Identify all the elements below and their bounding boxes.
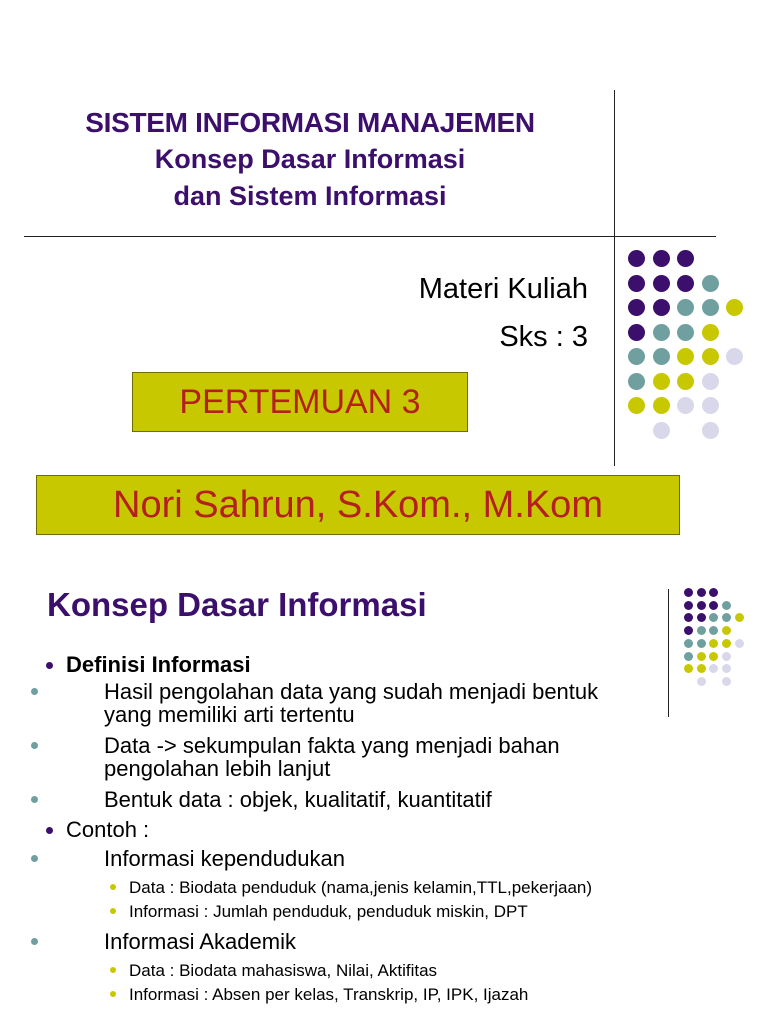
decorative-dot	[628, 373, 645, 390]
decorative-dot	[709, 588, 718, 597]
decorative-dot	[677, 299, 694, 316]
list-item: Hasil pengolahan data yang sudah menjadi bentuk yang memiliki arti tertentu	[0, 680, 738, 726]
decorative-dot	[735, 639, 744, 648]
decorative-dot	[653, 373, 670, 390]
title-line-1: SISTEM INFORMASI MANAJEMEN	[85, 107, 535, 138]
decorative-dot	[702, 397, 719, 414]
decorative-dot	[653, 348, 670, 365]
decorative-dot	[628, 299, 645, 316]
decorative-dot	[702, 299, 719, 316]
title-line-3: dan Sistem Informasi	[173, 181, 447, 211]
decorative-dot	[653, 250, 670, 267]
sub-list-item: Informasi : Jumlah penduduk, penduduk miskin, DPT	[48, 900, 738, 924]
list-item: Informasi kependudukan Data : Biodata penduduk (nama,jenis kelamin,TTL,pekerjaan) Informasi : Jumlah penduduk, penduduk miskin, DPT	[0, 847, 738, 924]
decorative-dot	[702, 373, 719, 390]
decorative-dot	[677, 275, 694, 292]
course-info	[419, 265, 588, 361]
bullet-contoh	[48, 817, 738, 1007]
contoh-heading: Contoh :	[66, 817, 150, 842]
decorative-dot	[677, 373, 694, 390]
materi-label: Materi Kuliah	[418, 273, 588, 305]
list-item: Informasi Akademik Data : Biodata mahasiswa, Nilai, Aktifitas Informasi : Absen per kelas, Transkrip, IP, IPK, Ijazah	[0, 930, 738, 1007]
decorative-dot	[653, 324, 670, 341]
decorative-dot	[702, 422, 719, 439]
decorative-dot	[653, 397, 670, 414]
divider-horizontal	[24, 236, 716, 237]
decorative-dot	[735, 613, 744, 622]
sub-list-item: Data : Biodata mahasiswa, Nilai, Aktifitas	[48, 959, 738, 983]
decorative-dot	[684, 601, 693, 610]
section-title: Konsep Dasar Informasi	[47, 586, 427, 623]
decorative-dot	[722, 601, 731, 610]
decorative-dot	[677, 324, 694, 341]
bullet-content	[48, 652, 738, 1007]
decorative-dot	[697, 639, 706, 648]
decorative-dot	[702, 324, 719, 341]
decorative-dot	[722, 639, 731, 648]
decorative-dot	[697, 588, 706, 597]
decorative-dot	[709, 601, 718, 610]
decorative-dot	[653, 299, 670, 316]
decorative-dot	[709, 626, 718, 635]
decorative-dot	[702, 348, 719, 365]
title-line-2: Konsep Dasar Informasi	[154, 144, 466, 174]
decorative-dot	[677, 397, 694, 414]
decorative-dot	[628, 250, 645, 267]
decorative-dot	[677, 348, 694, 365]
decorative-dot	[709, 639, 718, 648]
list-item: Bentuk data : objek, kualitatif, kuantitatif	[0, 788, 738, 811]
list-item: Data -> sekumpulan fakta yang menjadi bahan pengolahan lebih lanjut	[0, 734, 738, 780]
decorative-dot	[677, 250, 694, 267]
decorative-dot	[653, 275, 670, 292]
divider-vertical	[614, 90, 615, 466]
slide-title	[20, 104, 600, 215]
decorative-dot	[709, 613, 718, 622]
decorative-dot	[628, 397, 645, 414]
decorative-dot	[697, 613, 706, 622]
decorative-dot	[684, 588, 693, 597]
decorative-dot	[722, 613, 731, 622]
meeting-box: PERTEMUAN 3	[132, 372, 468, 432]
lecturer-box: Nori Sahrun, S.Kom., M.Kom	[36, 475, 680, 535]
bullet-definisi	[48, 652, 738, 811]
decorative-dot	[628, 275, 645, 292]
decorative-dot	[722, 626, 731, 635]
sks-label: Sks : 3	[499, 321, 588, 353]
decorative-dot	[684, 626, 693, 635]
decorative-dot	[697, 601, 706, 610]
decorative-dot	[697, 626, 706, 635]
decorative-dot	[726, 299, 743, 316]
sub-list-item: Data : Biodata penduduk (nama,jenis kelamin,TTL,pekerjaan)	[48, 876, 738, 900]
decorative-dot	[726, 348, 743, 365]
decorative-dot	[684, 639, 693, 648]
definisi-heading: Definisi Informasi	[66, 652, 251, 677]
decorative-dot	[628, 324, 645, 341]
decorative-dot	[702, 275, 719, 292]
decorative-dot	[653, 422, 670, 439]
decorative-dot	[684, 613, 693, 622]
decorative-dot	[628, 348, 645, 365]
sub-list-item: Informasi : Absen per kelas, Transkrip, IP, IPK, Ijazah	[48, 983, 738, 1007]
